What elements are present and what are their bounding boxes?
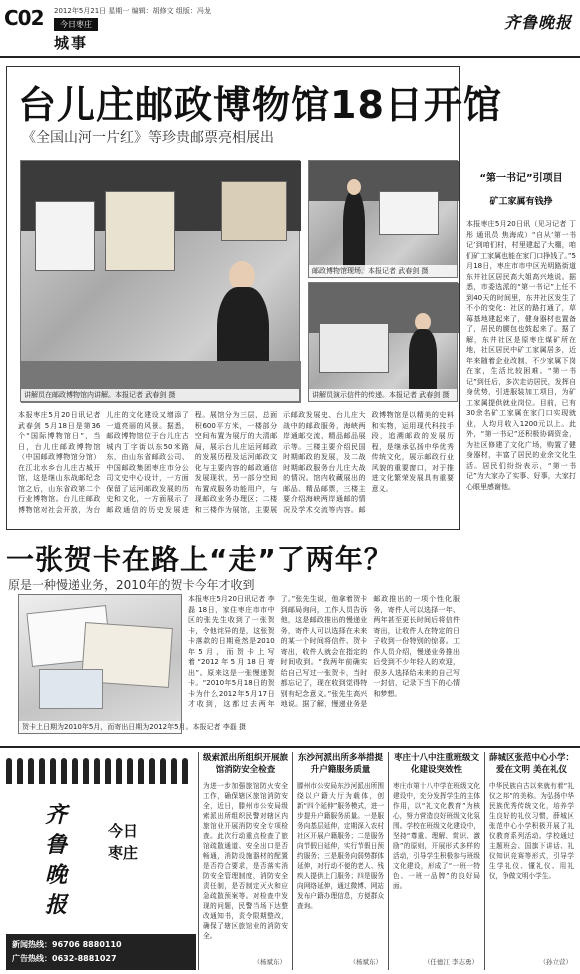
film-frame-icon (149, 758, 155, 784)
headline-card: 一张贺卡在路上“走”了两年？ (6, 543, 393, 576)
photo-greeting-card (18, 594, 246, 734)
film-icon (6, 752, 194, 792)
film-frame-icon (116, 758, 122, 784)
brief-column-3 (388, 752, 484, 970)
sidebar-headline: “第一书记”引项目 (479, 173, 563, 184)
brief-byline: （任德江 李志勇） (423, 958, 478, 966)
photo-caption: 讲解员在邮政博物馆内讲解。本报记者 武春剑 摄 (21, 389, 299, 401)
film-frame-icon (171, 758, 177, 784)
brief-body: 为进一步加强旅馆防火安全工作，确保辖区旅馆消防安全，近日，滕州市公安局级索派出所组织民警对辖区内旅馆业开展消防安全专项检查。此次行动重点检查了旅馆疏散通道、安全出口是否畅通，消防设施器材的配置是否符合要求，是否落实消防安全管理制度，消防安全责任制，是否制定灭火和应急疏散预案等。对检查中发现的问题，民警当场下达整改通知书，责令限期整改，确保了辖区旅馆业的消防安全。 (203, 782, 288, 940)
brief-title: 枣庄十八中注重班级文化建设突效性 (393, 753, 479, 775)
photo-caption: 讲解员演示信件的传递。本报记者 武春剑 摄 (309, 389, 457, 401)
film-frame-icon (61, 758, 67, 784)
brief-byline: （孙立营） (539, 958, 572, 966)
film-frame-icon (138, 758, 144, 784)
section-divider (0, 746, 580, 748)
edition-tag: 今日枣庄 (54, 18, 98, 31)
brief-body: 滕州市公安局东沙河派出所围绕以户籍大厅为载体，创新“四个延伸”服务模式，进一步提升户籍服务质量。一是服务向基层延伸，定期深入农村社区开展户籍服务；二是服务向节假日延伸，实行节假日预约服务；三是服务向弱势群体延伸，对行动不便的老人、残疾人提供上门服务；四是服务向网络延伸，通过微博、网站发布户籍办理信息，方便群众查询。 (297, 782, 384, 910)
section-title: 城事 (54, 34, 89, 52)
film-frame-icon (50, 758, 56, 784)
photo-letter-demo (308, 282, 458, 402)
film-frame-icon (83, 758, 89, 784)
film-frame-icon (72, 758, 78, 784)
film-frame-icon (160, 758, 166, 784)
sidebar-subheadline: 矿工家属有钱挣 (489, 197, 553, 207)
sidebar-body: 本报枣庄5月20日讯（见习记者 丁彤 通讯员 焦海成）“自从‘第一书记’到咱们村，村里建起了大棚，咱们矿工家属也能在家门口挣钱了。”5月18日，枣庄市市中区光明路街道东井社区居民高大姐高兴地说。据悉，市委选派的“第一书记”上任不到40天的时间里，东井社区发生了不小的变化：社区的路打通了，草莓基地建起来了，健身器材也置备了，居民的腰包也鼓起来了。据了解，东井社区是原枣庄煤矿所在地，社区居民中矿工家属居多，近年来随着企业改制，不少家属下岗在家，生活比较困难。“第一书记”到任后，多次走访居民，发挥自身优势，引进服装加工项目，为矿工家属提供就业岗位。目前，已有30余名矿工家属在家门口实现就业，人均月收入1200元以上。此外，“第一书记”还积极协调资金，为社区修建了文化广场，购置了健身器材，丰富了居民的业余文化生活。居民们纷纷表示，“第一书记”为大家办了实事、好事，大家打心眼里感谢他。 (466, 220, 576, 491)
brief-byline: （杨斌东） (253, 958, 286, 966)
film-frame-icon (28, 758, 34, 784)
masthead-logo: 齐鲁晚报 (503, 13, 572, 32)
film-frame-icon (127, 758, 133, 784)
brief-title: 东沙河派出所多举措提升户籍服务质量 (297, 753, 383, 775)
header-meta: 2012年5月21日 星期一 编辑：胡修文 组版：冯龙 (54, 7, 211, 15)
film-frame-icon (17, 758, 23, 784)
brief-byline: （杨斌东） (349, 958, 382, 966)
sidebar-article (466, 66, 576, 682)
brief-body: 枣庄市第十八中学在班级文化建设中，充分发挥学生的主体作用，以“礼文化教育”为核心，努力营造良好班级文化氛围。学校在班级文化建设中，坚持“尊重、理解、赏识、激励”的原则，开展形式多样的活动，引导学生积极参与班级文化建设，形成了“一班一特色、一班一品牌”的良好局面。 (393, 782, 480, 890)
edition-label: 今日枣庄 (108, 822, 139, 862)
brief-title: 薛城区张范中心小学：爱在文明 美在礼仪 (489, 753, 575, 775)
subheadline-museum: 《全国山河一片红》等珍贵邮票亮相展出 (22, 130, 274, 146)
subheadline-card: 原是一种慢递业务，2010年的贺卡今年才收到 (8, 578, 255, 592)
film-frame-icon (39, 758, 45, 784)
film-frame-icon (182, 758, 188, 784)
article-body-museum: 本报枣庄5月20日讯记者 武春剑 5月18日是第36个“国际博物馆日”，当日，台儿庄邮政博物馆（中国邮政博物馆分馆）在江北水乡台儿庄古城开馆，这是继山东战邮纪念馆之后，山东省政第二个行业博物馆。台儿庄邮政博物馆对社会开放，为台儿庄的文化建设又增添了一道亮丽的风景。据悉，邮政博物馆位于台儿庄古城内丁字街以东50米路东，由山东省邮政公司、中国邮政集团枣庄市分公司文史中心设计，一方面保留了运河邮政发展的历史和文化，一方面展示了邮政通信的历史发展进程。展馆分为三层，总面积600平方米，一楼部分空间布置为展厅的大清邮局，展示台儿庄运河邮政的发展历程及运河邮政文化与主要内容的邮政通信发展现状，另一部分空间布置成服务功能用户，与现邮政业务办理区；二楼和三楼作为展馆，主要展示邮政发展史、台儿庄大战中的邮政服务，海峡两岸通邮交流、精品邮品展示等。三楼主要介绍民国时期邮政的发展，及二战时期邮政服务台儿庄大战的情况。馆内收藏展出的邮品、精品邮票，三楼主要介绍海峡两岸通邮的情况及学术交流等内容。邮政博物馆是以精美的史料和实物，运用现代科技手段，追溯邮政的发展历程，是继承弘扬中华优秀传统文化，展示邮政行业风貌的重要窗口，对于推进文化繁荣发展具有重要意义。 (18, 411, 454, 514)
photo-caption: 贺卡上日期为2010年5月，而寄出日期为2012年5月。本报记者 李磊 摄 (19, 721, 181, 733)
news-hotline: 新闻热线：96706 8880110 (12, 940, 122, 949)
article-body-card: 本报枣庄5月20日讯记者 李磊 18日，家住枣庄市市中区的张先生收到了一张贺卡，令他诧异的是，这张贺卡落款的日期竟然是2010年5月，而贺卡上写着“2012年5月18日寄出”。原来这是一张慢递贺卡。“2010年5月18日的贺卡为什么2012年5月17日才收到，这都过去两年了。”张先生说，他拿着贺卡到邮局询问，工作人员告诉他，这是邮政推出的慢递业务，寄件人可以选择在未来的某一个时间将信件、贺卡寄出，收件人就会在指定的时间收到。“我两年前确实给自己写过一张贺卡，当时都忘记了，现在收到觉得特别有纪念意义。”张先生高兴地说。据了解，慢递业务是邮政推出的一项个性化服务，寄件人可以选择一年、两年甚至更长时间后将信件寄出，让收件人在特定的日子收到一份特别的惊喜。工作人员介绍，慢递业务推出后受到不少年轻人的欢迎，很多人选择给未来的自己写一封信，记录下当下的心情和梦想。 (188, 595, 460, 708)
photo-museum-scene (308, 160, 458, 278)
brief-column-2 (292, 752, 388, 970)
ad-hotline: 广告热线：0632-8881027 (12, 954, 117, 963)
film-frame-icon (94, 758, 100, 784)
masthead-logo-large: 齐鲁晚报 (44, 802, 67, 918)
photo-guide-explaining (20, 160, 300, 402)
brief-body: 中华民族自古以来就有着“礼仪之邦”的美称。为弘扬中华民族优秀传统文化，培养学生良好的礼仪习惯，薛城区张范中心小学积极开展了礼仪教育系列活动。学校通过主题班会、国旗下讲话、礼仪知识竞赛等形式，引导学生学礼仪、懂礼仪、用礼仪，争做文明小学生。 (489, 782, 574, 880)
page-header (0, 0, 580, 58)
page-number: C02 (4, 6, 44, 30)
brief-column-4 (484, 752, 578, 970)
film-frame-icon (6, 758, 12, 784)
brief-title: 级索派出所组织开展旅馆消防安全检查 (203, 753, 289, 775)
headline-museum: 台儿庄邮政博物馆18日开馆 (18, 83, 502, 127)
photo-caption: 邮政博物馆现场。本报记者 武春剑 摄 (309, 265, 457, 277)
brief-column-1 (198, 752, 292, 970)
hotline-box (6, 934, 196, 970)
film-frame-icon (105, 758, 111, 784)
